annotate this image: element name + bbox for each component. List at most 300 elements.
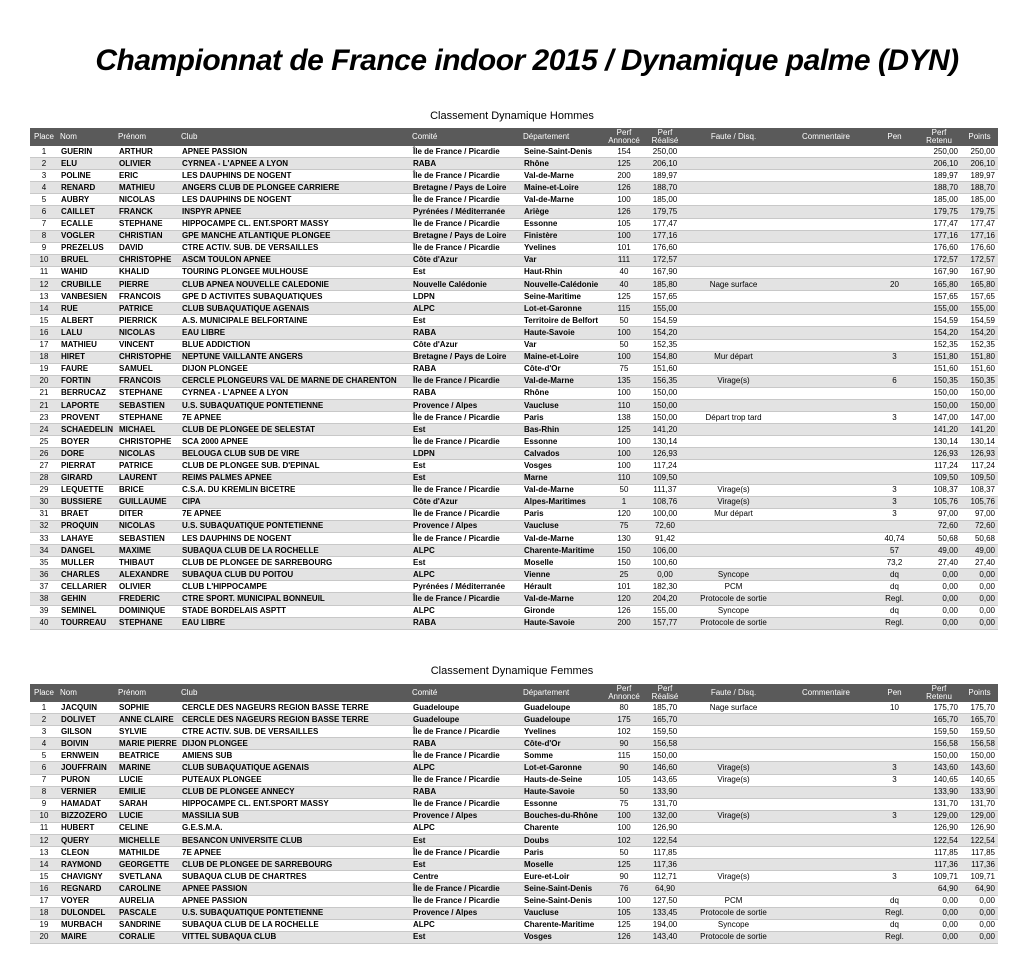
cell-nom: PURON [58, 774, 116, 786]
cell-faute [687, 545, 780, 557]
cell-perf-realise: 109,50 [643, 472, 687, 484]
cell-perf-retenu: 156,58 [917, 738, 961, 750]
cell-departement: Côte-d'Or [521, 738, 605, 750]
cell-perf-retenu: 108,37 [917, 484, 961, 496]
cell-club: SCA 2000 APNEE [179, 436, 410, 448]
cell-faute: Virage(s) [687, 496, 780, 508]
cell-club: PUTEAUX PLONGEE [179, 774, 410, 786]
cell-nom: SCHAEDELIN [58, 424, 116, 436]
cell-perf-realise: 185,00 [643, 194, 687, 206]
cell-perf-realise: 250,00 [643, 146, 687, 158]
cell-perf-annonce: 105 [605, 774, 643, 786]
cell-perf-retenu: 175,70 [917, 702, 961, 714]
cell-points: 108,37 [961, 484, 998, 496]
cell-perf-realise: 159,50 [643, 726, 687, 738]
cell-perf-retenu: 97,00 [917, 508, 961, 520]
cell-prenom: MATHIEU [116, 182, 179, 194]
table-row [30, 520, 998, 532]
cell-faute: Départ trop tard [687, 412, 780, 424]
cell-club: SUBAQUA CLUB DE LA ROCHELLE [179, 919, 410, 931]
cell-perf-realise: 64,90 [643, 883, 687, 895]
cell-perf-realise: 126,93 [643, 448, 687, 460]
cell-perf-annonce: 115 [605, 750, 643, 762]
cell-prenom: SEBASTIEN [116, 399, 179, 411]
cell-place: 9 [30, 798, 58, 810]
cell-departement: Val-de-Marne [521, 533, 605, 545]
cell-prenom: BRICE [116, 484, 179, 496]
cell-perf-retenu: 155,00 [917, 303, 961, 315]
cell-place: 23 [30, 412, 58, 424]
cell-pen [872, 835, 917, 847]
cell-pen [872, 859, 917, 871]
cell-commentaire [780, 810, 872, 822]
cell-place: 29 [30, 484, 58, 496]
cell-prenom: ANNE CLAIRE [116, 714, 179, 726]
cell-perf-realise: 189,97 [643, 170, 687, 182]
cell-pen [872, 883, 917, 895]
cell-pen: dq [872, 569, 917, 581]
cell-nom: LALU [58, 327, 116, 339]
cell-perf-realise: 150,00 [643, 412, 687, 424]
cell-nom: GEHIN [58, 593, 116, 605]
cell-prenom: ERIC [116, 170, 179, 182]
cell-perf-annonce: 126 [605, 206, 643, 218]
cell-place: 15 [30, 871, 58, 883]
cell-comite: Île de France / Picardie [410, 484, 521, 496]
cell-departement: Paris [521, 412, 605, 424]
cell-comite: Centre [410, 871, 521, 883]
table-row [30, 496, 998, 508]
cell-comite: RABA [410, 327, 521, 339]
cell-commentaire [780, 835, 872, 847]
cell-commentaire [780, 448, 872, 460]
cell-pen: dq [872, 919, 917, 931]
cell-perf-annonce: 154 [605, 146, 643, 158]
table-row [30, 702, 998, 714]
cell-place: 21 [30, 399, 58, 411]
cell-perf-realise: 126,90 [643, 822, 687, 834]
cell-comite: Nouvelle Calédonie [410, 279, 521, 291]
cell-perf-annonce: 100 [605, 351, 643, 363]
cell-perf-retenu: 159,50 [917, 726, 961, 738]
table-row [30, 617, 998, 629]
cell-prenom: VINCENT [116, 339, 179, 351]
cell-prenom: PIERRE [116, 279, 179, 291]
cell-club: BELOUGA CLUB SUB DE VIRE [179, 448, 410, 460]
cell-prenom: EMILIE [116, 786, 179, 798]
cell-points: 27,40 [961, 557, 998, 569]
cell-perf-annonce: 25 [605, 569, 643, 581]
cell-points: 117,36 [961, 859, 998, 871]
cell-club: CTRE SPORT. MUNICIPAL BONNEUIL [179, 593, 410, 605]
cell-points: 72,60 [961, 520, 998, 532]
cell-points: 109,50 [961, 472, 998, 484]
cell-faute: Syncope [687, 569, 780, 581]
cell-points: 177,47 [961, 218, 998, 230]
cell-comite: Bretagne / Pays de Loire [410, 230, 521, 242]
cell-points: 0,00 [961, 569, 998, 581]
cell-pen: 3 [872, 774, 917, 786]
cell-faute [687, 750, 780, 762]
cell-comite: Île de France / Picardie [410, 412, 521, 424]
cell-place: 5 [30, 750, 58, 762]
cell-club: APNEE PASSION [179, 883, 410, 895]
cell-comite: ALPC [410, 822, 521, 834]
cell-commentaire [780, 847, 872, 859]
table-row [30, 254, 998, 266]
cell-points: 250,00 [961, 146, 998, 158]
cell-perf-retenu: 165,70 [917, 714, 961, 726]
cell-nom: BRAET [58, 508, 116, 520]
cell-pen [872, 750, 917, 762]
table-row [30, 194, 998, 206]
cell-perf-retenu: 150,35 [917, 375, 961, 387]
cell-pen: 3 [872, 508, 917, 520]
table-row [30, 871, 998, 883]
cell-departement: Bouches-du-Rhône [521, 810, 605, 822]
cell-points: 176,60 [961, 242, 998, 254]
cell-points: 167,90 [961, 266, 998, 278]
cell-perf-retenu: 151,80 [917, 351, 961, 363]
cell-place: 35 [30, 557, 58, 569]
header-club: Club [179, 128, 410, 146]
cell-club: BESANCON UNIVERSITE CLUB [179, 835, 410, 847]
cell-faute [687, 387, 780, 399]
cell-place: 13 [30, 847, 58, 859]
cell-comite: Provence / Alpes [410, 399, 521, 411]
cell-departement: Rhône [521, 158, 605, 170]
cell-nom: ELU [58, 158, 116, 170]
cell-nom: VOYER [58, 895, 116, 907]
cell-commentaire [780, 158, 872, 170]
cell-points: 0,00 [961, 581, 998, 593]
cell-perf-annonce: 40 [605, 279, 643, 291]
cell-club: MASSILIA SUB [179, 810, 410, 822]
table-row [30, 424, 998, 436]
cell-perf-retenu: 172,57 [917, 254, 961, 266]
cell-place: 24 [30, 424, 58, 436]
cell-perf-realise: 188,70 [643, 182, 687, 194]
cell-perf-annonce: 135 [605, 375, 643, 387]
cell-commentaire [780, 303, 872, 315]
cell-perf-realise: 154,80 [643, 351, 687, 363]
cell-pen: 6 [872, 375, 917, 387]
cell-prenom: DAVID [116, 242, 179, 254]
cell-comite: RABA [410, 363, 521, 375]
cell-perf-realise: 152,35 [643, 339, 687, 351]
cell-nom: DOLIVET [58, 714, 116, 726]
cell-pen [872, 254, 917, 266]
cell-perf-retenu: 72,60 [917, 520, 961, 532]
table-row [30, 291, 998, 303]
cell-pen [872, 146, 917, 158]
cell-faute [687, 146, 780, 158]
cell-commentaire [780, 387, 872, 399]
cell-place: 37 [30, 581, 58, 593]
cell-comite: Île de France / Picardie [410, 750, 521, 762]
cell-departement: Territoire de Belfort [521, 315, 605, 327]
cell-club: GPE D ACTIVITES SUBAQUATIQUES [179, 291, 410, 303]
cell-departement: Maine-et-Loire [521, 351, 605, 363]
cell-club: C.S.A. DU KREMLIN BICETRE [179, 484, 410, 496]
cell-club: CYRNEA - L'APNEE A LYON [179, 387, 410, 399]
cell-club: HIPPOCAMPE CL. ENT.SPORT MASSY [179, 218, 410, 230]
cell-faute: PCM [687, 581, 780, 593]
cell-prenom: SYLVIE [116, 726, 179, 738]
cell-points: 126,93 [961, 448, 998, 460]
cell-departement: Val-de-Marne [521, 170, 605, 182]
cell-perf-retenu: 165,80 [917, 279, 961, 291]
cell-comite: Est [410, 424, 521, 436]
cell-perf-retenu: 105,76 [917, 496, 961, 508]
header-points: Points [961, 684, 998, 702]
cell-faute [687, 714, 780, 726]
cell-pen [872, 303, 917, 315]
cell-club: APNEE PASSION [179, 146, 410, 158]
cell-commentaire [780, 424, 872, 436]
cell-comite: Île de France / Picardie [410, 798, 521, 810]
cell-points: 185,00 [961, 194, 998, 206]
cell-comite: Île de France / Picardie [410, 170, 521, 182]
cell-club: NEPTUNE VAILLANTE ANGERS [179, 351, 410, 363]
cell-club: INSPYR APNEE [179, 206, 410, 218]
cell-nom: DULONDEL [58, 907, 116, 919]
cell-nom: SEMINEL [58, 605, 116, 617]
cell-perf-annonce: 105 [605, 218, 643, 230]
cell-commentaire [780, 774, 872, 786]
cell-comite: Pyrénées / Méditerranée [410, 581, 521, 593]
cell-departement: Maine-et-Loire [521, 182, 605, 194]
cell-perf-realise: 177,16 [643, 230, 687, 242]
cell-departement: Nouvelle-Calédonie [521, 279, 605, 291]
cell-perf-annonce: 50 [605, 339, 643, 351]
results-table-femmes [30, 684, 998, 944]
cell-points: 140,65 [961, 774, 998, 786]
cell-perf-realise: 0,00 [643, 569, 687, 581]
cell-perf-annonce: 50 [605, 484, 643, 496]
table-row [30, 774, 998, 786]
cell-club: HIPPOCAMPE CL. ENT.SPORT MASSY [179, 798, 410, 810]
cell-points: 143,60 [961, 762, 998, 774]
cell-perf-retenu: 157,65 [917, 291, 961, 303]
cell-nom: LAPORTE [58, 399, 116, 411]
cell-prenom: AURELIA [116, 895, 179, 907]
cell-departement: Lot-et-Garonne [521, 303, 605, 315]
table-row [30, 762, 998, 774]
cell-perf-retenu: 129,00 [917, 810, 961, 822]
table-row [30, 750, 998, 762]
cell-prenom: MATHILDE [116, 847, 179, 859]
cell-club: CTRE ACTIV. SUB. DE VERSAILLES [179, 242, 410, 254]
cell-perf-realise: 100,00 [643, 508, 687, 520]
cell-faute: Protocole de sortie [687, 907, 780, 919]
cell-place: 21 [30, 387, 58, 399]
cell-comite: RABA [410, 617, 521, 629]
cell-perf-annonce: 50 [605, 847, 643, 859]
cell-club: DIJON PLONGEE [179, 363, 410, 375]
cell-departement: Var [521, 254, 605, 266]
cell-comite: Pyrénées / Méditerranée [410, 206, 521, 218]
cell-pen [872, 424, 917, 436]
cell-perf-annonce: 200 [605, 170, 643, 182]
cell-comite: Côte d'Azur [410, 496, 521, 508]
cell-perf-annonce: 100 [605, 810, 643, 822]
cell-departement: Rhône [521, 387, 605, 399]
cell-perf-annonce: 50 [605, 786, 643, 798]
table-row [30, 810, 998, 822]
table-row [30, 460, 998, 472]
cell-comite: Est [410, 557, 521, 569]
header-place: Place [30, 128, 58, 146]
cell-commentaire [780, 859, 872, 871]
header-faute: Faute / Disq. [687, 128, 780, 146]
cell-faute [687, 798, 780, 810]
table-row [30, 931, 998, 943]
cell-nom: MURBACH [58, 919, 116, 931]
table-row [30, 738, 998, 750]
cell-pen: 3 [872, 496, 917, 508]
cell-perf-annonce: 200 [605, 617, 643, 629]
section-title-femmes: Classement Dynamique Femmes [430, 665, 594, 677]
cell-departement: Haute-Savoie [521, 786, 605, 798]
cell-prenom: STEPHANE [116, 617, 179, 629]
cell-club: APNEE PASSION [179, 895, 410, 907]
cell-commentaire [780, 569, 872, 581]
cell-pen: 3 [872, 484, 917, 496]
cell-points: 0,00 [961, 919, 998, 931]
cell-points: 50,68 [961, 533, 998, 545]
cell-faute [687, 242, 780, 254]
cell-commentaire [780, 931, 872, 943]
table-row [30, 786, 998, 798]
cell-faute: PCM [687, 895, 780, 907]
cell-perf-realise: 132,00 [643, 810, 687, 822]
cell-faute [687, 533, 780, 545]
cell-faute [687, 315, 780, 327]
cell-perf-annonce: 150 [605, 545, 643, 557]
cell-perf-retenu: 152,35 [917, 339, 961, 351]
cell-perf-realise: 185,70 [643, 702, 687, 714]
cell-departement: Haute-Savoie [521, 617, 605, 629]
cell-nom: FORTIN [58, 375, 116, 387]
cell-prenom: PATRICE [116, 460, 179, 472]
cell-place: 6 [30, 206, 58, 218]
cell-faute: Virage(s) [687, 871, 780, 883]
cell-points: 105,76 [961, 496, 998, 508]
cell-comite: Île de France / Picardie [410, 436, 521, 448]
cell-place: 12 [30, 279, 58, 291]
cell-perf-realise: 117,85 [643, 847, 687, 859]
cell-perf-realise: 143,40 [643, 931, 687, 943]
cell-commentaire [780, 883, 872, 895]
cell-pen [872, 399, 917, 411]
cell-prenom: NICOLAS [116, 327, 179, 339]
cell-commentaire [780, 460, 872, 472]
cell-faute [687, 557, 780, 569]
cell-pen: 40,74 [872, 533, 917, 545]
cell-place: 34 [30, 545, 58, 557]
cell-perf-realise: 117,24 [643, 460, 687, 472]
cell-perf-retenu: 179,75 [917, 206, 961, 218]
cell-perf-realise: 204,20 [643, 593, 687, 605]
cell-comite: Île de France / Picardie [410, 218, 521, 230]
cell-club: U.S. SUBAQUATIQUE PONTETIENNE [179, 399, 410, 411]
table-row [30, 158, 998, 170]
cell-commentaire [780, 375, 872, 387]
cell-faute [687, 883, 780, 895]
cell-departement: Moselle [521, 859, 605, 871]
cell-perf-realise: 150,00 [643, 399, 687, 411]
cell-commentaire [780, 726, 872, 738]
cell-comite: Bretagne / Pays de Loire [410, 351, 521, 363]
cell-nom: GUERIN [58, 146, 116, 158]
cell-nom: JOUFFRAIN [58, 762, 116, 774]
cell-points: 0,00 [961, 895, 998, 907]
cell-prenom: KHALID [116, 266, 179, 278]
cell-perf-realise: 141,20 [643, 424, 687, 436]
cell-place: 9 [30, 242, 58, 254]
cell-perf-retenu: 150,00 [917, 399, 961, 411]
cell-place: 7 [30, 218, 58, 230]
cell-perf-annonce: 100 [605, 895, 643, 907]
cell-comite: Est [410, 460, 521, 472]
cell-perf-annonce: 125 [605, 919, 643, 931]
cell-pen [872, 242, 917, 254]
cell-prenom: CHRISTIAN [116, 230, 179, 242]
cell-place: 19 [30, 919, 58, 931]
cell-comite: Île de France / Picardie [410, 146, 521, 158]
cell-perf-retenu: 0,00 [917, 907, 961, 919]
cell-comite: LDPN [410, 448, 521, 460]
cell-points: 150,00 [961, 399, 998, 411]
cell-prenom: SEBASTIEN [116, 533, 179, 545]
cell-perf-realise: 117,36 [643, 859, 687, 871]
cell-club: CERCLE PLONGEURS VAL DE MARNE DE CHARENTON [179, 375, 410, 387]
cell-prenom: NICOLAS [116, 520, 179, 532]
cell-points: 177,16 [961, 230, 998, 242]
cell-nom: ALBERT [58, 315, 116, 327]
cell-perf-realise: 127,50 [643, 895, 687, 907]
cell-departement: Essonne [521, 798, 605, 810]
cell-perf-annonce: 125 [605, 158, 643, 170]
cell-perf-realise: 151,60 [643, 363, 687, 375]
cell-pen: dq [872, 605, 917, 617]
cell-faute [687, 254, 780, 266]
cell-perf-annonce: 100 [605, 460, 643, 472]
cell-nom: CLEON [58, 847, 116, 859]
cell-perf-realise: 156,58 [643, 738, 687, 750]
cell-place: 32 [30, 520, 58, 532]
cell-commentaire [780, 822, 872, 834]
cell-faute [687, 460, 780, 472]
cell-faute [687, 194, 780, 206]
cell-pen: Regl. [872, 593, 917, 605]
cell-departement: Vaucluse [521, 520, 605, 532]
cell-departement: Hérault [521, 581, 605, 593]
cell-prenom: FRANCOIS [116, 291, 179, 303]
cell-place: 6 [30, 762, 58, 774]
cell-perf-annonce: 138 [605, 412, 643, 424]
cell-prenom: SOPHIE [116, 702, 179, 714]
cell-comite: Provence / Alpes [410, 810, 521, 822]
cell-place: 14 [30, 303, 58, 315]
cell-commentaire [780, 593, 872, 605]
cell-club: CLUB DE PLONGEE ANNECY [179, 786, 410, 798]
cell-prenom: MICHAEL [116, 424, 179, 436]
table-row [30, 472, 998, 484]
cell-departement: Yvelines [521, 726, 605, 738]
cell-nom: FAURE [58, 363, 116, 375]
